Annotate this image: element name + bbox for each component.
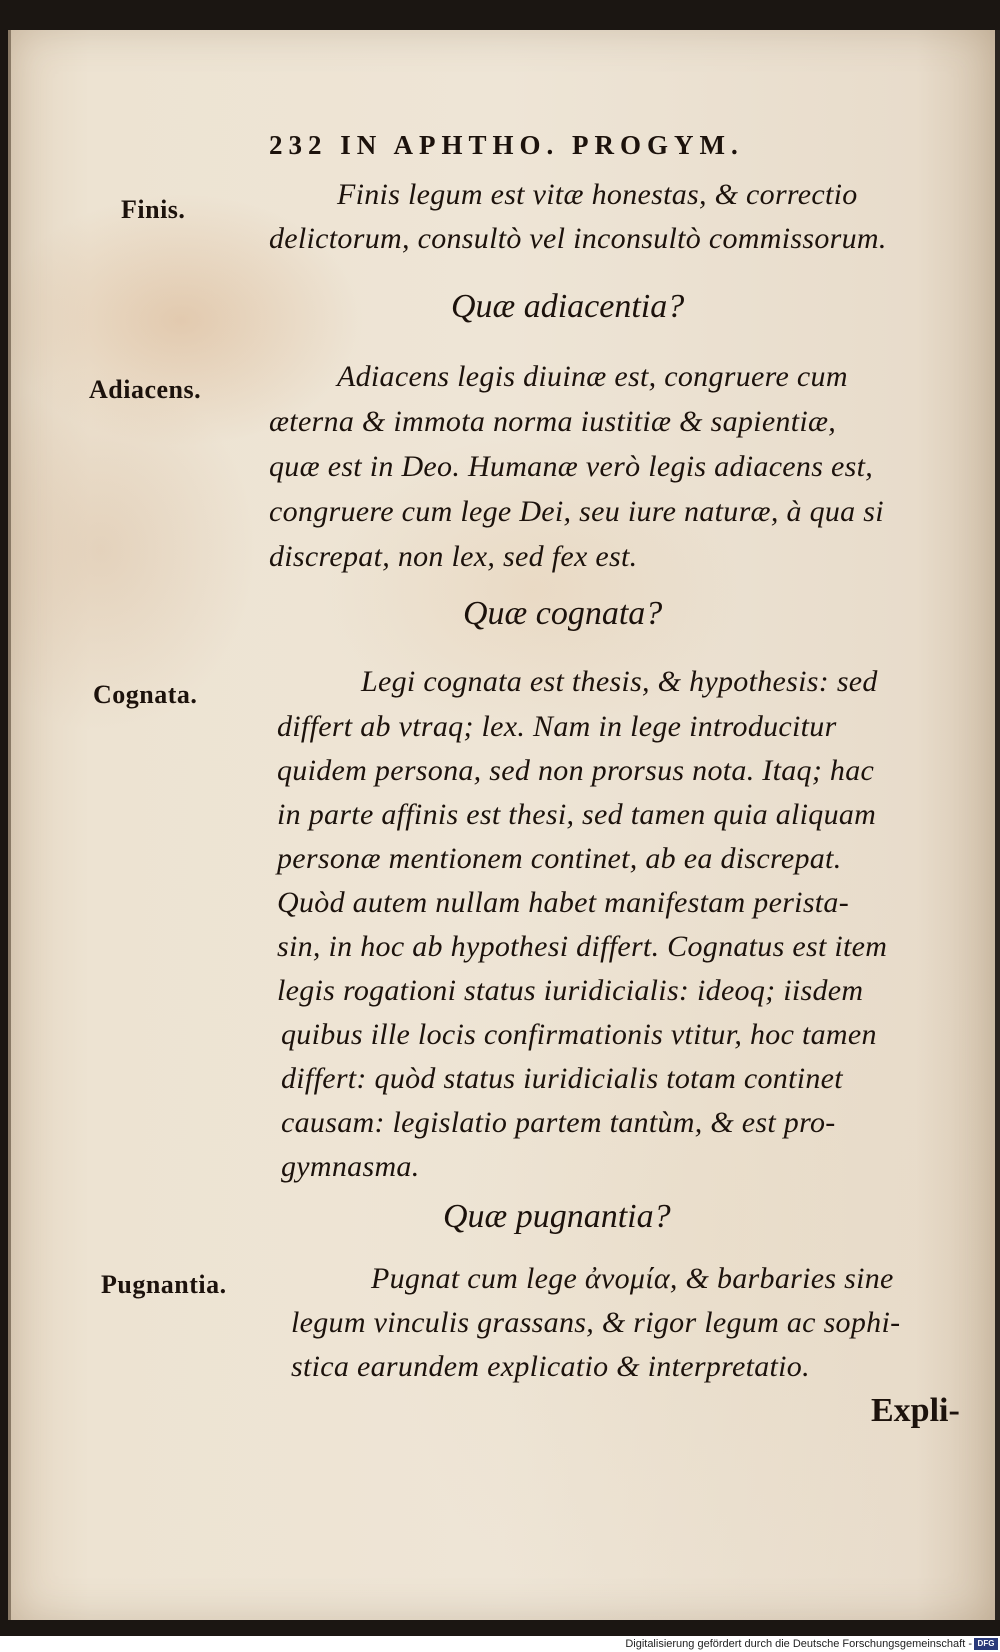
text-line: discrepat, non lex, sed fex est. xyxy=(269,540,638,573)
text-line: gymnasma. xyxy=(281,1150,420,1183)
text-line: Legi cognata est thesis, & hypothesis: sed xyxy=(361,665,878,698)
text-line: quidem persona, sed non prorsus nota. Itaq; hac xyxy=(277,754,875,787)
text-line: congruere cum lege Dei, seu iure naturæ, à qua si xyxy=(269,495,884,528)
margin-note-pugnantia: Pugnantia. xyxy=(101,1270,227,1299)
text-line: differt: quòd status iuridicialis totam continet xyxy=(281,1062,843,1095)
funding-credit: Digitalisierung gefördert durch die Deutsche Forschungsgemeinschaft - xyxy=(625,1638,972,1650)
text-line: æterna & immota norma iustitiæ & sapientiæ, xyxy=(269,405,837,438)
catchword: Expli- xyxy=(871,1392,960,1429)
section-heading-pugnantia: Quæ pugnantia? xyxy=(443,1198,671,1235)
digitization-footer xyxy=(0,1636,1000,1652)
text-line: delictorum, consultò vel inconsultò commissorum. xyxy=(269,222,887,255)
text-line: in parte affinis est thesi, sed tamen quia aliquam xyxy=(277,798,877,831)
running-head: 232 IN APHTHO. PROGYM. xyxy=(269,130,744,160)
margin-note-cognata: Cognata. xyxy=(93,680,198,709)
margin-note-adiacens: Adiacens. xyxy=(89,375,202,404)
dfg-logo: DFG xyxy=(974,1638,998,1650)
text-line: legum vinculis grassans, & rigor legum ac sophi- xyxy=(291,1306,901,1339)
section-heading-cognata: Quæ cognata? xyxy=(463,595,663,632)
text-line: legis rogationi status iuridicialis: ideoq; iisdem xyxy=(277,974,864,1007)
text-line: differt ab vtraq; lex. Nam in lege introducitur xyxy=(277,710,837,743)
text-line: Pugnat cum lege ἀνομία, & barbaries sine xyxy=(371,1262,894,1295)
text-line: personæ mentionem continet, ab ea discrepat. xyxy=(277,842,842,875)
text-line: causam: legislatio partem tantùm, & est pro- xyxy=(281,1106,836,1139)
text-line: quibus ille locis confirmationis vtitur, hoc tamen xyxy=(281,1018,877,1051)
text-line: Quòd autem nullam habet manifestam perista- xyxy=(277,886,850,919)
text-line: Adiacens legis diuinæ est, congruere cum xyxy=(337,360,848,393)
text-line: Finis legum est vitæ honestas, & correctio xyxy=(337,178,858,211)
text-line: stica earundem explicatio & interpretatio. xyxy=(291,1350,810,1383)
book-page xyxy=(8,30,1000,1620)
text-line: sin, in hoc ab hypothesi differt. Cognatus est item xyxy=(277,930,888,963)
section-heading-adiacentia: Quæ adiacentia? xyxy=(451,288,685,325)
text-line: quæ est in Deo. Humanæ verò legis adiacens est, xyxy=(269,450,874,483)
margin-note-finis: Finis. xyxy=(121,195,186,224)
